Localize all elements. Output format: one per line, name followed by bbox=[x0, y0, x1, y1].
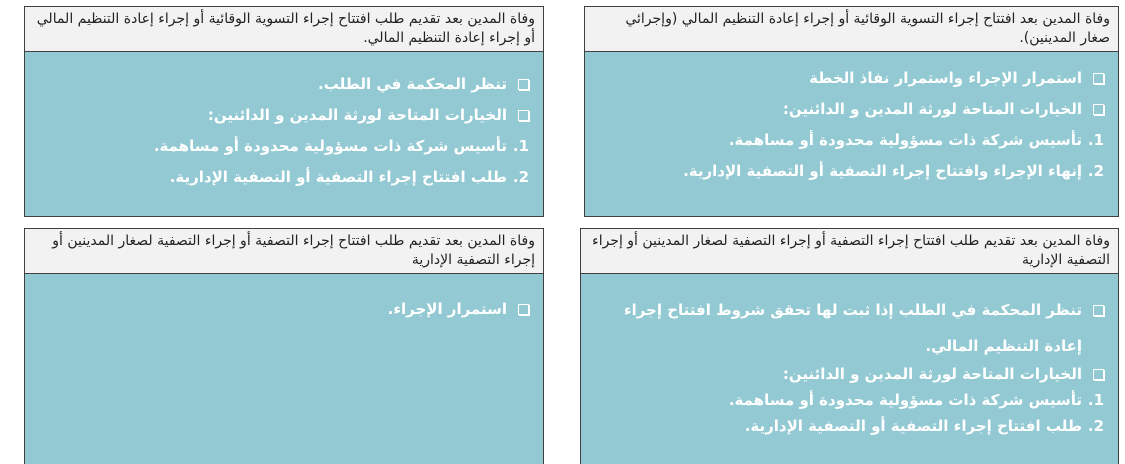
list-item bbox=[39, 136, 529, 156]
card-body bbox=[585, 52, 1118, 216]
checkbox-bullet-icon bbox=[518, 110, 529, 121]
list-number: 2. bbox=[1087, 417, 1104, 435]
card-top-left bbox=[24, 6, 544, 217]
list-number: 2. bbox=[1087, 162, 1104, 180]
list-item bbox=[595, 300, 1104, 320]
item-text: تأسيس شركة ذات مسؤولية محدودة أو مساهمة. bbox=[153, 137, 507, 155]
checkbox-bullet-icon bbox=[1093, 104, 1104, 115]
card-body bbox=[581, 274, 1118, 464]
item-text: تنظر المحكمة في الطلب. bbox=[318, 75, 507, 93]
list-item bbox=[39, 299, 529, 319]
list-number: 1. bbox=[512, 137, 529, 155]
list-item bbox=[39, 105, 529, 125]
item-text: الخيارات المتاحة لورثة المدين و الدائنين: bbox=[207, 106, 507, 124]
card-header: وفاة المدين بعد تقديم طلب افتتاح إجراء التصفية أو إجراء التصفية لصغار المدينين أو إجراء التصفية الإدارية bbox=[581, 229, 1118, 274]
checkbox-bullet-icon bbox=[1093, 369, 1104, 380]
list-item bbox=[599, 68, 1104, 88]
list-item bbox=[595, 416, 1104, 436]
item-text: استمرار الإجراء واستمرار نفاذ الخطة bbox=[809, 69, 1082, 87]
list-item bbox=[599, 130, 1104, 150]
list-number: 2. bbox=[512, 168, 529, 186]
card-bottom-left bbox=[24, 228, 544, 464]
checkbox-bullet-icon bbox=[518, 304, 529, 315]
list-item bbox=[595, 390, 1104, 410]
list-item bbox=[599, 99, 1104, 119]
item-text: طلب افتتاح إجراء التصفية أو التصفية الإدارية. bbox=[169, 168, 507, 186]
checkbox-bullet-icon bbox=[1093, 305, 1104, 316]
list-item bbox=[39, 167, 529, 187]
list-item bbox=[599, 161, 1104, 181]
item-text: استمرار الإجراء. bbox=[387, 300, 507, 318]
item-text: طلب افتتاح إجراء التصفية أو التصفية الإدارية. bbox=[744, 417, 1082, 435]
item-text: إنهاء الإجراء وافتتاح إجراء التصفية أو التصفية الإدارية. bbox=[683, 162, 1082, 180]
item-text: تنظر المحكمة في الطلب إذا ثبت لها تحقق شروط افتتاح إجراء bbox=[623, 301, 1082, 319]
list-item bbox=[595, 364, 1104, 384]
list-item-continuation bbox=[595, 336, 1104, 356]
card-bottom-right bbox=[580, 228, 1119, 464]
card-body bbox=[25, 52, 543, 216]
item-text: الخيارات المتاحة لورثة المدين و الدائنين: bbox=[782, 100, 1082, 118]
checkbox-bullet-icon bbox=[518, 79, 529, 90]
checkbox-bullet-icon bbox=[1093, 73, 1104, 84]
list-item bbox=[39, 74, 529, 94]
card-header: وفاة المدين بعد افتتاح إجراء التسوية الوقائية أو إجراء إعادة التنظيم المالي (وإجرائي صغار المدينين). bbox=[585, 7, 1118, 52]
item-text: تأسيس شركة ذات مسؤولية محدودة أو مساهمة. bbox=[728, 131, 1082, 149]
card-top-right bbox=[584, 6, 1119, 217]
item-text: الخيارات المتاحة لورثة المدين و الدائنين: bbox=[782, 365, 1082, 383]
list-number: 1. bbox=[1087, 131, 1104, 149]
item-text: تأسيس شركة ذات مسؤولية محدودة أو مساهمة. bbox=[728, 391, 1082, 409]
list-number: 1. bbox=[1087, 391, 1104, 409]
item-text: إعادة التنظيم المالي. bbox=[925, 337, 1082, 355]
card-header: وفاة المدين بعد تقديم طلب افتتاح إجراء التصفية أو إجراء التصفية لصغار المدينين أو إجراء التصفية الإدارية bbox=[25, 229, 543, 274]
card-body bbox=[25, 274, 543, 464]
card-header: وفاة المدين بعد تقديم طلب افتتاح إجراء التسوية الوقائية أو إجراء إعادة التنظيم المالي أو إجراء إعادة التنظيم المالي. bbox=[25, 7, 543, 52]
